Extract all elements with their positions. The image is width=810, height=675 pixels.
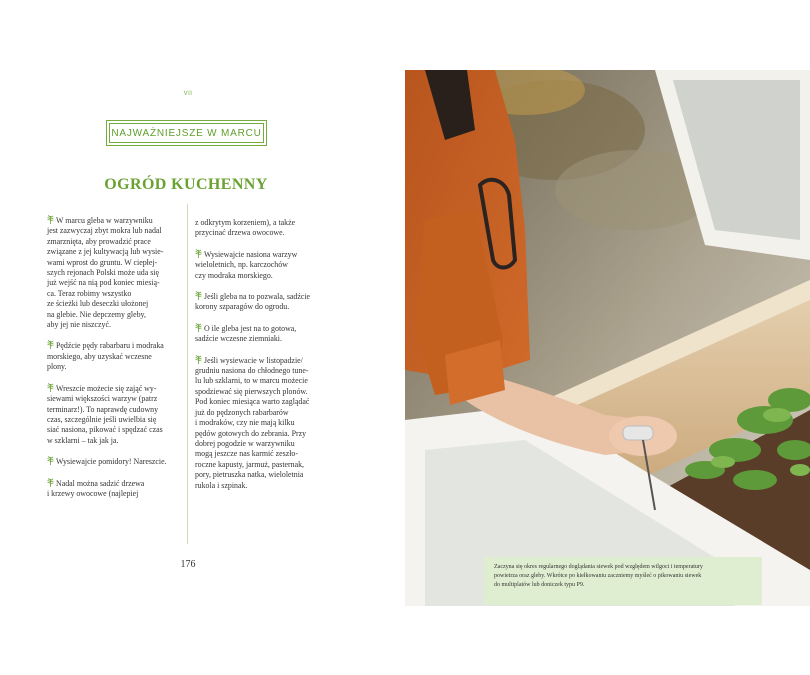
column-divider [187, 204, 188, 544]
left-paragraph-3: Wreszcie możecie się zająć wy- siewami większości warzyw (patrz terminarz!). To naprawdę cudowny czas, szczególnie jeśli uwielbia się siać nasiona, pikować i spędzać czas w szklarni – tak jak ja. [47, 383, 163, 445]
leaf-icon [47, 383, 54, 392]
leaf-icon [47, 215, 54, 224]
leaf-icon [47, 340, 54, 349]
leaf-icon [195, 355, 202, 364]
section-label: NAJWAŻNIEJSZE W MARCU [109, 123, 264, 143]
right-column [195, 218, 331, 501]
page-title: OGRÓD KUCHENNY [104, 176, 268, 193]
photo-caption: Zaczyna się okres regularnego doglądania siewek pod względem wilgoci i temperatury powietrza oraz gleby. Wkrótce po kiełkowaniu zaczniemy myśleć o pikowaniu siewek do multiplatów lub doniczek typu P9. [484, 557, 762, 605]
garden-photo [405, 70, 810, 606]
section-label-frame [106, 120, 267, 146]
page-number: 176 [180, 559, 196, 570]
leaf-icon [195, 323, 202, 332]
left-paragraph-4: Wysiewajcie pomidory! Nareszcie. [47, 456, 179, 467]
leaf-icon [47, 456, 54, 465]
leaf-icon [195, 249, 202, 258]
leaf-icon [195, 291, 202, 300]
left-paragraph-5: Nadal można sadzić drzewa i krzewy owocowe (najlepiej [47, 478, 145, 498]
right-paragraph-1: z odkrytym korzeniem), a także przycinać drzewa owocowe. [195, 218, 296, 238]
right-paragraph-3: Jeśli gleba na to pozwala, sadźcie korony szparagów do ogrodu. [195, 292, 311, 312]
section-number: VII [183, 91, 193, 97]
right-paragraph-2: Wysiewajcie nasiona warzyw wieloletnich, np. karczochów czy modraka morskiego. [195, 249, 298, 280]
left-paragraph-2: Pędźcie pędy rabarbaru i modraka morskiego, aby uzyskać wczesne plony. [47, 341, 164, 372]
left-paragraph-1: W marcu gleba w warzywniku jest zazwyczaj zbyt mokra lub nadal zmarznięta, aby prowadzić prace związane z jej kultywacją lub wysie- wami wprost do gruntu. W ciepłej- szych rejonach Polski może uda się już wejść na nią pod koniec miesią- ca. Teraz robimy wszystko ze ścieżki lub deseczki ułożonej na glebie. Nie depczemy gleby, aby jej nie niszczyć. [47, 216, 164, 330]
leaf-icon [47, 478, 54, 487]
right-paragraph-4: O ile gleba jest na to gotowa, sadźcie wczesne ziemniaki. [195, 323, 297, 344]
right-paragraph-5: Jeśli wysiewacie w listopadzie/ grudniu nasiona do chłodnego tune- lu lub szklarni, to w marcu możecie spodziewać się pierwszych plonów. Pod koniec miesiąca warto zaglądać już do pędzonych rabarbarów i modraków, czy nie mają kilku pędów gotowych do zebrania. Przy dobrej pogodzie w warzywniku mogą jeszcze nas karmić zeszło- roczne kapusty, jarmuż, pasternak, pory, pietruszka natka, wieloletnia rukola i szpinak. [195, 355, 310, 490]
left-column [47, 215, 179, 509]
